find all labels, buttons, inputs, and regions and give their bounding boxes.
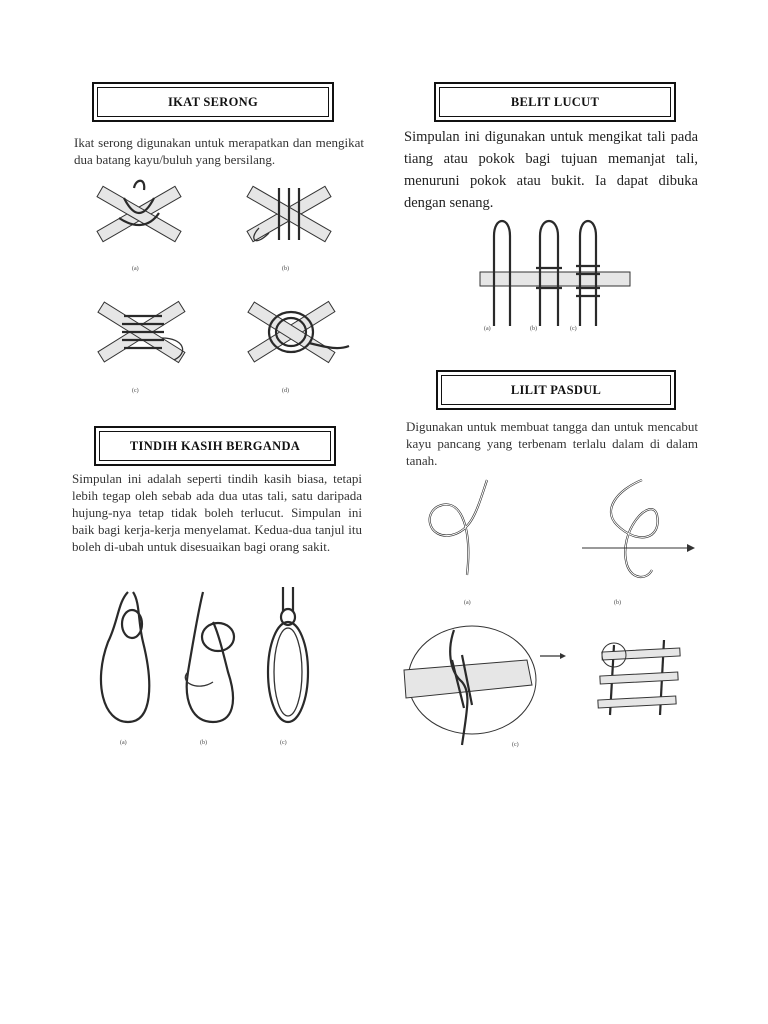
lilit-pasdul-label-c: (c) [512, 742, 519, 748]
ikat-serong-label-b: (b) [282, 266, 289, 272]
belit-lucut-label-b: (b) [530, 326, 537, 332]
belit-lucut-title: BELIT LUCUT [510, 94, 600, 109]
ikat-serong-label-a: (a) [132, 266, 139, 272]
belit-lucut-label-a: (a) [484, 326, 491, 332]
lilit-pasdul-arrow [540, 653, 566, 659]
lilit-pasdul-title-box [436, 370, 676, 410]
tindih-kasih-figure-a [101, 592, 149, 746]
lilit-pasdul-label-a: (a) [464, 600, 471, 606]
lilit-pasdul-figure-c [404, 626, 536, 748]
lilit-pasdul-figure-b [582, 480, 695, 606]
tindih-kasih-label-c: (c) [280, 740, 287, 746]
tindih-kasih-label-b: (b) [200, 740, 207, 746]
belit-lucut-illustrations [480, 216, 630, 336]
ikat-serong-title-box [92, 82, 334, 122]
ikat-serong-label-d: (d) [282, 388, 289, 394]
tindih-kasih-text: Simpulan ini adalah seperti tindih kasih biasa, tetapi lebih tegap oleh sebab ada dua utas tali, satu daripada hujung-nya tetap tidak boleh terlucut. Simpulan ini baik bagi kerja-kerja menyelamat. Kedua-dua tanjul itu boleh di-ubah untuk disesuaikan bagi orang sakit. [72, 471, 362, 554]
ikat-serong-figure-a [97, 181, 181, 272]
ikat-serong-figure-c [98, 301, 185, 394]
belit-lucut-label-c: (c) [570, 326, 577, 332]
tindih-kasih-title-box [94, 426, 336, 466]
lilit-pasdul-title: LILIT PASDUL [510, 382, 602, 397]
lilit-pasdul-ladder [598, 640, 680, 715]
tindih-kasih-figure-c [268, 587, 308, 746]
belit-lucut-title-box [434, 82, 676, 122]
tindih-kasih-title: TINDIH KASIH BERGANDA [129, 438, 301, 453]
ikat-serong-label-c: (c) [132, 388, 139, 394]
lilit-pasdul-label-b: (b) [614, 600, 621, 606]
tindih-kasih-label-a: (a) [120, 740, 127, 746]
lilit-pasdul-text: Digunakan untuk membuat tangga dan untuk mencabut kayu pancang yang terbenam terlalu dalam di dalam tanah. [406, 419, 698, 468]
ikat-serong-title: IKAT SERONG [167, 94, 258, 109]
ikat-serong-text: Ikat serong digunakan untuk merapatkan dan mengikat dua batang kayu/buluh yang bersilang. [74, 135, 364, 167]
tindih-kasih-illustrations [88, 582, 328, 752]
lilit-pasdul-illustrations [402, 470, 702, 750]
belit-lucut-text: Simpulan ini digunakan untuk mengikat tali pada tiang atau pokok bagi tujuan memanjat tali, menuruni pokok atau bukit. Ia dapat dibuka dengan senang. [404, 129, 698, 211]
lilit-pasdul-figure-a [430, 480, 487, 606]
ikat-serong-figure-b [247, 186, 331, 272]
ikat-serong-illustrations [74, 178, 374, 398]
ikat-serong-figure-d [248, 301, 349, 394]
tindih-kasih-figure-b [185, 592, 234, 746]
